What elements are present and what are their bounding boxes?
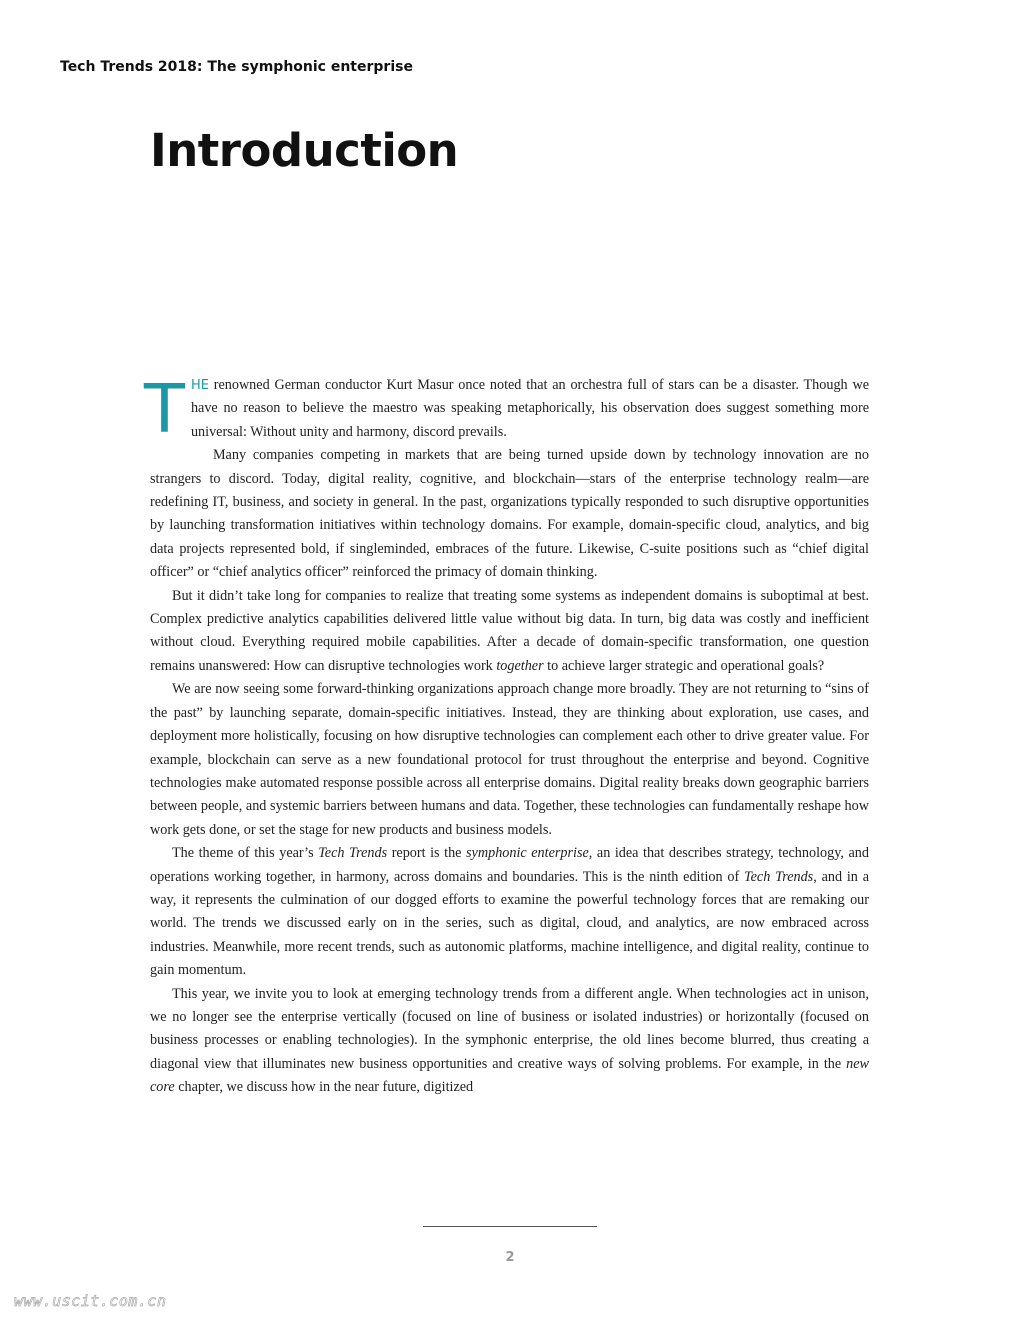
small-caps-lead: HE <box>190 378 209 393</box>
italic-segment: new core <box>150 1055 869 1096</box>
text-segment: Many companies competing in markets that are being turned upside down by technology innovation are no strangers to discord. Today, digital reality, cognitive, and blockchain—stars of the enterprise technology realm—are redefining IT, business, and society in general. In the past, organizations typically responded to such disruptive opportunities by launching transformation initiatives within technology domains. For example, domain-specific cloud, analytics, and big data projects represented bold, if singleminded, embraces of the future. Likewise, C-suite positions such as “chief digital officer” or “chief analytics officer” reinforced the primacy of domain thinking. <box>150 447 869 581</box>
text-segment: to achieve larger strategic and operational goals? <box>543 657 825 674</box>
text-segment: But it didn’t take long for companies to realize that treating some systems as independent domains is suboptimal at best. Complex predictive analytics capabilities delivered little value without big data. In turn, big data was costly and inefficient without cloud. Everything required mobile capabilities. After a decade of domain-specific transformation, one question remains unanswered: How can disruptive technologies work <box>150 587 869 674</box>
italic-segment: Tech Trends <box>318 845 388 862</box>
drop-cap: T <box>144 370 185 448</box>
paragraph <box>150 983 869 1100</box>
running-head: Tech Trends 2018: The symphonic enterprise <box>60 59 413 75</box>
paragraph <box>150 444 869 584</box>
paragraph <box>150 585 869 679</box>
text-segment: chapter, we discuss how in the near future, digitized <box>174 1079 474 1096</box>
text-segment: report is the <box>387 845 467 862</box>
page-title: Introduction <box>150 124 459 177</box>
italic-segment: together <box>496 657 544 674</box>
body-text <box>144 370 870 1100</box>
watermark: www.uscit.com.cn <box>14 1292 167 1310</box>
text-segment: , and in a way, it represents the culmination of our dogged efforts to examine the powerful technology forces that are remaking our world. The trends we discussed early on in the series, such as digital, cloud, and analytics, are now embraced across industries. Meanwhile, more recent trends, such as autonomic platforms, machine intelligence, and digital reality, continue to gain momentum. <box>150 868 870 979</box>
paragraph <box>150 678 869 842</box>
text-segment: , an idea that describes strategy, technology, and operations working together, in harmony, across domains and boundaries. This is the ninth edition of <box>150 845 869 885</box>
italic-segment: symphonic enterprise <box>466 845 589 862</box>
text-segment: We are now seeing some forward-thinking organizations approach change more broadly. They are not returning to “sins of the past” by launching separate, domain-specific initiatives. Instead, they are thinking about exploration, use cases, and deployment more holistically, focusing on how disruptive technologies can complement each other to drive greater value. For example, blockchain can serve as a new foundational protocol for trust throughout the enterprise and beyond. Cognitive technologies make automated response possible across all enterprise domains. Digital reality breaks down geographic barriers between people, and systemic barriers between humans and data. Together, these technologies can fundamentally reshape how work gets done, or set the stage for new products and business models. <box>150 681 869 838</box>
paragraph <box>150 842 869 982</box>
paragraph <box>144 370 869 448</box>
text-segment: renowned German conductor Kurt Masur once noted that an orchestra full of stars can be a disaster. Though we have no reason to believe the maestro was speaking metaphorically, his observation does suggest something more universal: Without unity and harmony, discord prevails. <box>190 377 869 440</box>
footer-rule <box>423 1226 597 1227</box>
page-number: 2 <box>505 1250 515 1265</box>
text-segment: This year, we invite you to look at emerging technology trends from a different angle. When technologies act in unison, we no longer see the enterprise vertically (focused on line of business or isolated industries) or horizontally (focused on business processes or enabling technologies). In the symphonic enterprise, the old lines become blurred, thus creating a diagonal view that illuminates new business opportunities and creative ways of solving problems. For example, in the <box>150 985 869 1072</box>
italic-segment: Tech Trends <box>744 868 814 885</box>
text-segment: The theme of this year’s <box>172 845 319 862</box>
